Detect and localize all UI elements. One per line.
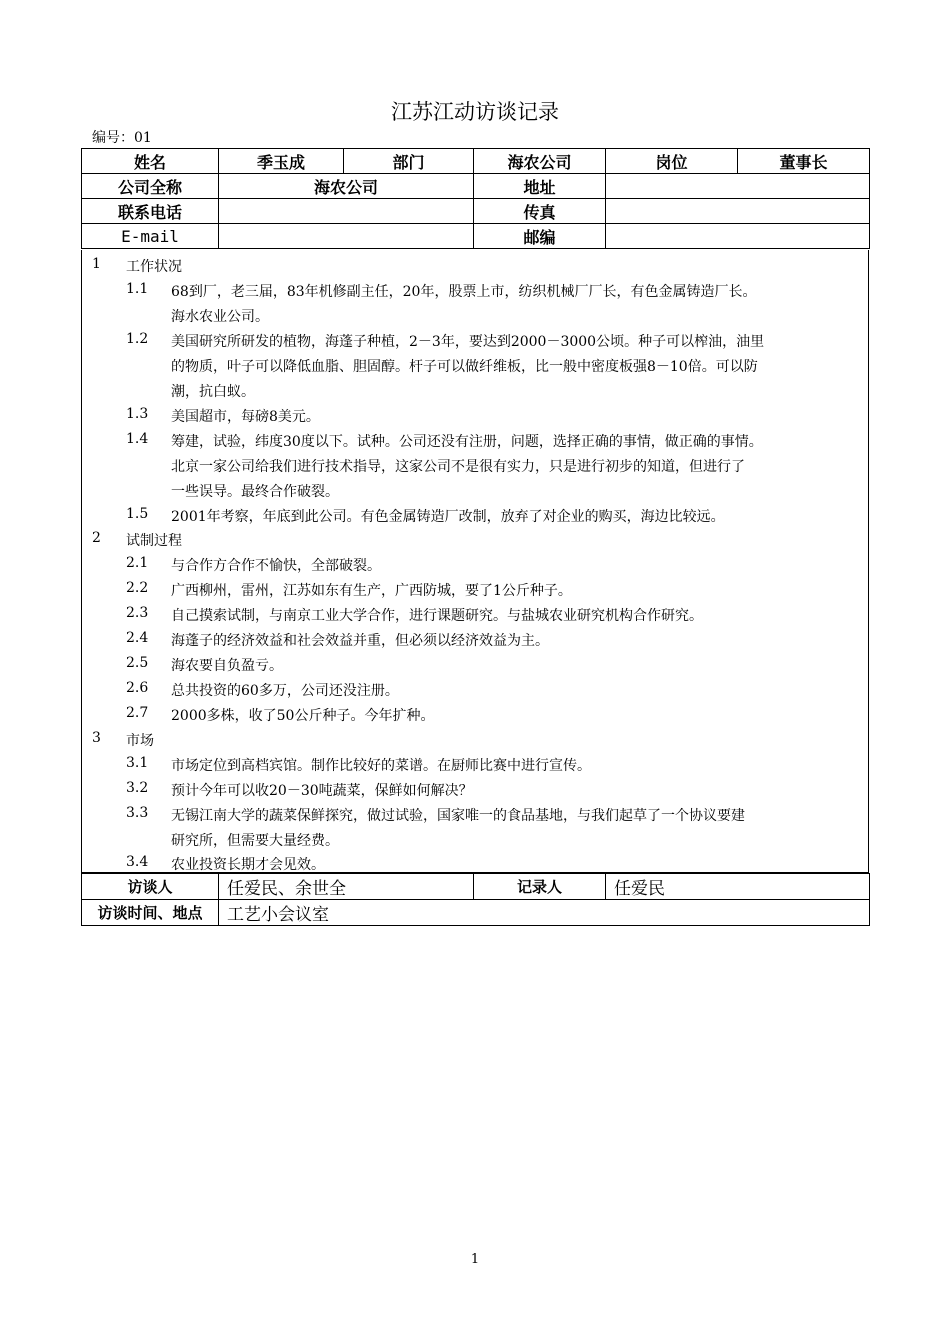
time-place-label: 访谈时间、地点 — [82, 900, 219, 926]
company-label: 公司全称 — [82, 174, 219, 199]
phone-value — [219, 199, 474, 224]
item-line: 海水农业公司。 — [171, 309, 269, 325]
item-line: 一些误导。最终合作破裂。 — [171, 484, 339, 500]
item-number: 3.1 — [126, 755, 149, 771]
section-number: 1 — [92, 256, 101, 272]
item-line: 海农要自负盈亏。 — [171, 658, 283, 674]
postcode-label: 邮编 — [474, 224, 606, 249]
section-number: 3 — [92, 730, 101, 746]
header-row-company — [82, 174, 870, 199]
header-row-name — [82, 149, 870, 174]
item-number: 1.5 — [126, 506, 149, 522]
item-line: 研究所，但需要大量经费。 — [171, 833, 339, 849]
time-place-value: 工艺小会议室 — [219, 900, 870, 926]
recorder-label: 记录人 — [474, 874, 606, 900]
section-number: 2 — [92, 530, 101, 546]
position-value: 董事长 — [738, 149, 870, 174]
item-line: 广西柳州，雷州，江苏如东有生产，广西防城，要了1公斤种子。 — [171, 583, 572, 599]
item-line: 2001年考察，年底到此公司。有色金属铸造厂改制，放弃了对企业的购买，海边比较远。 — [171, 509, 725, 525]
item-line: 2000多株，收了50公斤种子。今年扩种。 — [171, 708, 435, 724]
item-number: 2.1 — [126, 555, 149, 571]
interview-content — [81, 250, 869, 873]
item-line: 68到厂，老三届，83年机修副主任，20年，股票上市，纺织机械厂厂长，有色金属铸造厂长。 — [171, 284, 757, 300]
phone-label: 联系电话 — [82, 199, 219, 224]
item-line: 总共投资的60多万，公司还没注册。 — [171, 683, 399, 699]
item-line: 的物质，叶子可以降低血脂、胆固醇。杆子可以做纤维板，比一般中密度板强8－10倍。可以防 — [171, 359, 758, 375]
item-line: 筹建，试验，纬度30度以下。试种。公司还没有注册，问题，选择正确的事情，做正确的事情。 — [171, 434, 763, 450]
item-number: 2.4 — [126, 630, 149, 646]
footer-row-interviewer — [82, 874, 870, 900]
interviewer-value: 任爱民、余世全 — [219, 874, 474, 900]
recorder-value: 任爱民 — [606, 874, 870, 900]
header-row-email — [82, 224, 870, 249]
item-line: 无锡江南大学的蔬菜保鲜探究，做过试验，国家唯一的食品基地，与我们起草了一个协议要建 — [171, 808, 745, 824]
item-number: 1.4 — [126, 431, 149, 447]
interviewer-label: 访谈人 — [82, 874, 219, 900]
footer-table — [81, 873, 870, 926]
item-number: 1.2 — [126, 331, 149, 347]
item-number: 3.2 — [126, 780, 149, 796]
fax-value — [606, 199, 870, 224]
item-number: 2.7 — [126, 705, 149, 721]
page-number: 1 — [470, 1252, 480, 1267]
item-line: 美国超市，每磅8美元。 — [171, 409, 320, 425]
footer-row-time-place — [82, 900, 870, 926]
name-label: 姓名 — [82, 149, 219, 174]
document-number: 编号：01 — [92, 130, 152, 146]
item-line: 潮，抗白蚁。 — [171, 384, 255, 400]
item-line: 北京一家公司给我们进行技术指导，这家公司不是很有实力，只是进行初步的知道，但进行了 — [171, 459, 745, 475]
item-number: 1.3 — [126, 406, 149, 422]
fax-label: 传真 — [474, 199, 606, 224]
company-value: 海农公司 — [219, 174, 474, 199]
section-title: 工作状况 — [126, 259, 182, 275]
item-line: 美国研究所研发的植物，海蓬子种植，2－3年，要达到2000－3000公顷。种子可以榨油，油里 — [171, 334, 765, 350]
name-value: 季玉成 — [219, 149, 344, 174]
dept-value: 海农公司 — [474, 149, 606, 174]
item-line: 海蓬子的经济效益和社会效益并重，但必须以经济效益为主。 — [171, 633, 549, 649]
item-number: 2.6 — [126, 680, 149, 696]
section-title: 试制过程 — [126, 533, 182, 549]
email-label: E-mail — [82, 224, 219, 249]
item-line: 与合作方合作不愉快，全部破裂。 — [171, 558, 381, 574]
address-value — [606, 174, 870, 199]
item-number: 2.3 — [126, 605, 149, 621]
item-number: 2.2 — [126, 580, 149, 596]
section-title: 市场 — [126, 733, 154, 749]
item-number: 1.1 — [126, 281, 149, 297]
item-line: 自己摸索试制，与南京工业大学合作，进行课题研究。与盐城农业研究机构合作研究。 — [171, 608, 703, 624]
item-line: 农业投资长期才会见效。 — [171, 857, 325, 873]
item-number: 3.4 — [126, 854, 149, 870]
item-number: 2.5 — [126, 655, 149, 671]
postcode-value — [606, 224, 870, 249]
position-label: 岗位 — [606, 149, 738, 174]
document-title: 江苏江动访谈记录 — [391, 100, 559, 124]
email-value — [219, 224, 474, 249]
item-number: 3.3 — [126, 805, 149, 821]
address-label: 地址 — [474, 174, 606, 199]
dept-label: 部门 — [344, 149, 474, 174]
item-line: 预计今年可以收20－30吨蔬菜，保鲜如何解决？ — [171, 783, 473, 799]
item-line: 市场定位到高档宾馆。制作比较好的菜谱。在厨师比赛中进行宣传。 — [171, 758, 591, 774]
header-row-phone — [82, 199, 870, 224]
header-table — [81, 148, 870, 249]
